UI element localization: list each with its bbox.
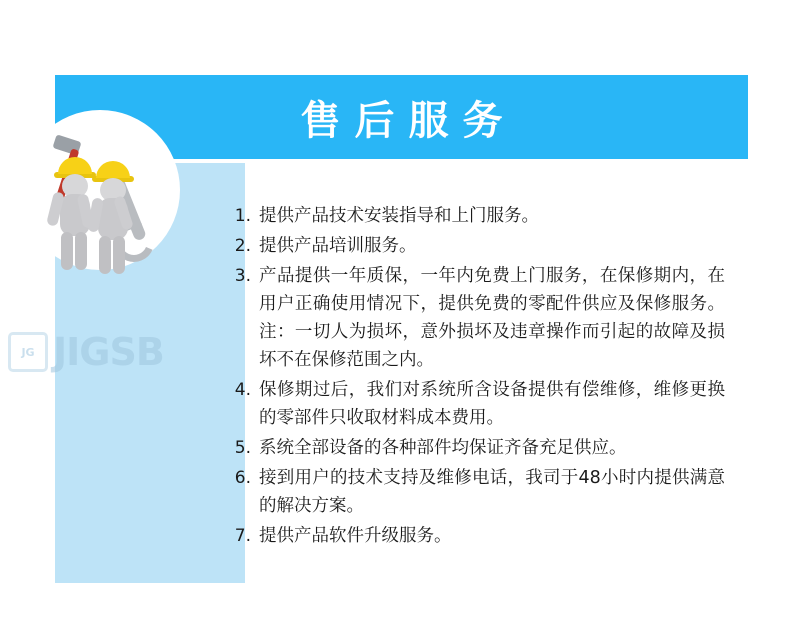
list-item-text: 接到用户的技术支持及维修电话，我司于48小时内提供满意的解决方案。 bbox=[259, 468, 725, 516]
list-item-number: 7. bbox=[234, 526, 251, 546]
list-item bbox=[225, 202, 725, 230]
list-item-number: 1. bbox=[234, 206, 251, 226]
leg-shape bbox=[75, 232, 87, 270]
list-item bbox=[225, 262, 725, 374]
leg-shape bbox=[99, 236, 111, 274]
page-title: 售后服务 bbox=[300, 97, 517, 144]
watermark-badge: JG bbox=[8, 332, 48, 372]
list-item-number: 2. bbox=[234, 236, 251, 256]
helmet-icon bbox=[58, 157, 92, 174]
list-item bbox=[225, 434, 725, 462]
leg-shape bbox=[61, 232, 73, 270]
list-item-number: 4. bbox=[234, 380, 251, 400]
list-item-text: 产品提供一年质保，一年内免费上门服务，在保修期内，在用户正确使用情况下，提供免费的零配件供应及保修服务。注：一切人为损坏，意外损坏及违章操作而引起的故障及损坏不在保修范围之内。 bbox=[259, 266, 725, 370]
list-item-text: 系统全部设备的各种部件均保证齐备充足供应。 bbox=[259, 438, 627, 458]
list-item bbox=[225, 522, 725, 550]
list-item-number: 3. bbox=[234, 266, 251, 286]
helmet-icon bbox=[96, 161, 130, 178]
list-item bbox=[225, 232, 725, 260]
list-item bbox=[225, 376, 725, 432]
list-item bbox=[225, 464, 725, 520]
service-list bbox=[225, 202, 725, 552]
workers-illustration bbox=[20, 110, 180, 290]
worker-right-icon bbox=[92, 140, 172, 270]
list-item-text: 保修期过后，我们对系统所含设备提供有偿维修，维修更换的零部件只收取材料成本费用。 bbox=[259, 380, 725, 428]
leg-shape bbox=[113, 236, 125, 274]
watermark-text: JIGSB bbox=[53, 330, 164, 374]
list-item-number: 6. bbox=[234, 468, 251, 488]
list-item-text: 提供产品技术安装指导和上门服务。 bbox=[259, 206, 539, 226]
list-item-number: 5. bbox=[234, 438, 251, 458]
list-item-text: 提供产品培训服务。 bbox=[259, 236, 417, 256]
list-item-text: 提供产品软件升级服务。 bbox=[259, 526, 452, 546]
